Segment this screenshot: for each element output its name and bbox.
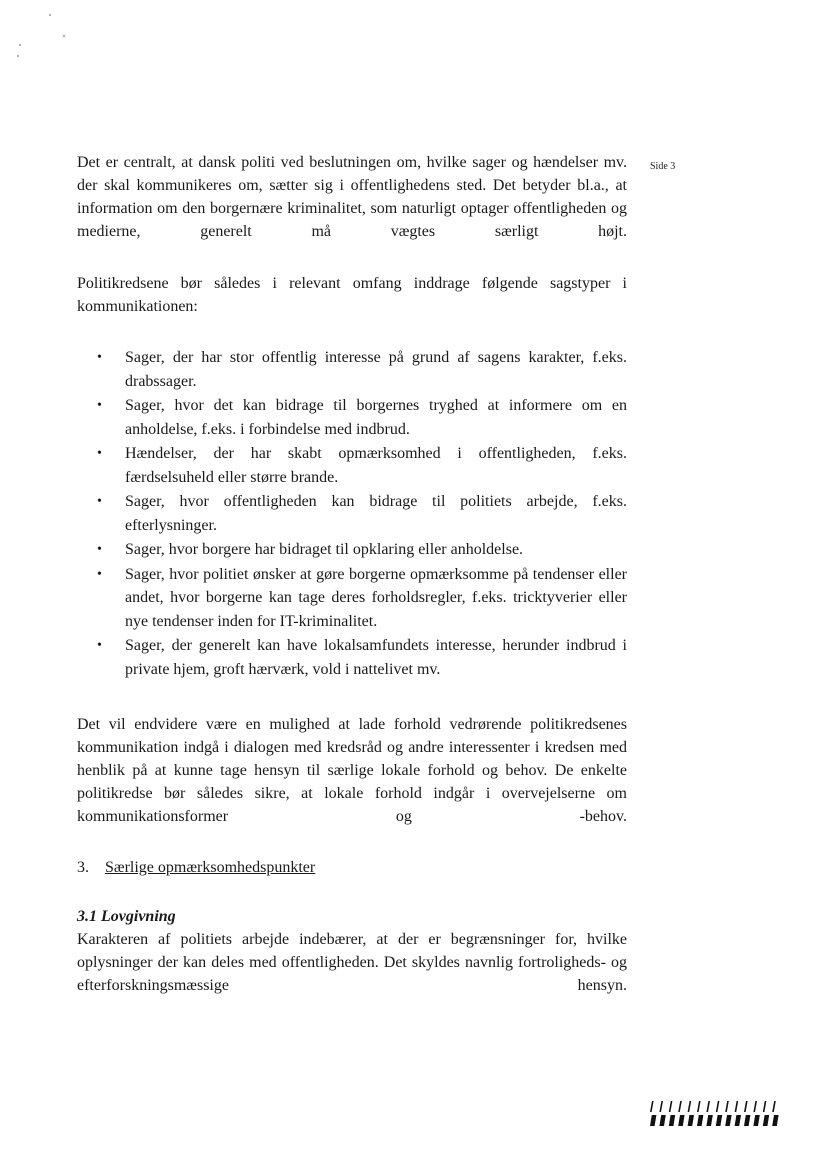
bullet-icon: • — [97, 542, 102, 557]
section-heading — [77, 856, 315, 879]
scan-speck — [19, 44, 21, 46]
case-types-list — [95, 346, 627, 682]
list-item: • Sager, der generelt kan have lokalsamfundets interesse, herunder indbrud i private hjem, groft hærværk, vold i nattelivet mv. — [95, 634, 627, 681]
subsection-title: 3.1 Lovgivning — [77, 908, 176, 925]
paragraph-communication-principle: Det er centralt, at dansk politi ved beslutningen om, hvilke sager og hændelser mv. der skal kommunikeres om, sætter sig i offentlighedens sted. Det betyder bl.a., at information om den borgernære kriminalitet, som naturligt optager offentligheden og medierne, generelt må vægtes særligt højt. — [77, 154, 627, 240]
barcode-mark — [648, 1101, 783, 1127]
list-item: • Sager, der har stor offentlig interesse på grund af sagens karakter, f.eks. drabssager. — [95, 346, 627, 393]
list-item: • Hændelser, der har skabt opmærksomhed i offentligheden, f.eks. færdselsuheld eller større brande. — [95, 442, 627, 489]
section-number: 3. — [77, 859, 89, 876]
scan-speck — [49, 14, 51, 16]
paragraph-case-types-intro: Politikredsene bør således i relevant omfang inddrage følgende sagstyper i kommunikationen: — [77, 275, 627, 315]
list-item: • Sager, hvor borgere har bidraget til opklaring eller anholdelse. — [95, 538, 627, 562]
scan-speck — [17, 55, 19, 57]
bullet-icon: • — [97, 566, 102, 582]
paragraph-legislation: Karakteren af politiets arbejde indebærer, at der er begrænsninger for, hvilke oplysninger der kan deles med offentligheden. Det skyldes navnlig fortroligheds- og efterforskningsmæssige hensyn. — [77, 931, 627, 994]
bullet-icon: • — [97, 494, 102, 509]
bullet-icon: • — [97, 398, 102, 413]
paragraph-local-dialogue: Det vil endvidere være en mulighed at lade forhold vedrørende politikredsenes kommunikation indgå i dialogen med kredsråd og andre interessenter i kredsen med henblik på at kunne tage hensyn til særlige lokale forhold og behov. De enkelte politikredse bør således sikre, at lokale forhold indgår i overvejelserne om kommunikationsformer og -behov. — [77, 716, 627, 825]
section-title: Særlige opmærksomhedspunkter — [105, 859, 316, 876]
list-item: • Sager, hvor offentligheden kan bidrage til politiets arbejde, f.eks. efterlysninger. — [95, 490, 627, 537]
page-number-label: Side 3 — [650, 161, 676, 172]
bullet-icon: • — [97, 446, 102, 461]
bullet-icon: • — [97, 350, 102, 365]
scan-speck — [63, 35, 65, 37]
list-item: • Sager, hvor politiet ønsker at gøre borgerne opmærksomme på tendenser eller andet, hvor borgerne kan tage deres forholdsregler, f.eks. tricktyverier eller nye tendenser inden for IT-kriminalitet. — [95, 563, 627, 634]
bullet-icon: • — [97, 638, 102, 653]
list-item: • Sager, hvor det kan bidrage til borgernes tryghed at informere om en anholdelse, f.eks. i forbindelse med indbrud. — [95, 394, 627, 441]
